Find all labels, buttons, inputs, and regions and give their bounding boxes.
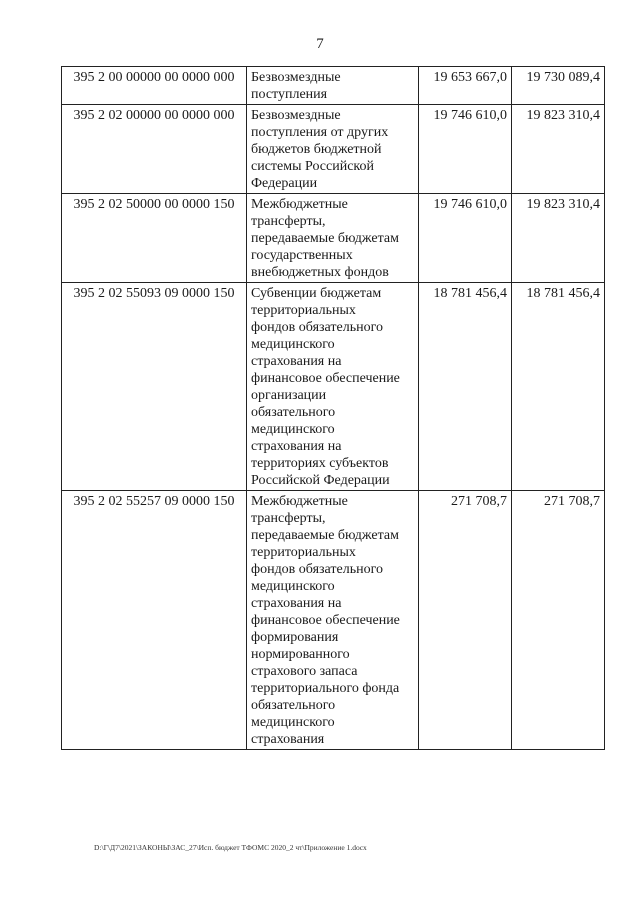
revenue-name-cell: Межбюджетные трансферты, передаваемые бюджетам государственных внебюджетных фондов: [247, 194, 419, 283]
amount-cell-1: 271 708,7: [419, 491, 512, 750]
table-row: [62, 283, 605, 491]
amount-cell-1: 19 746 610,0: [419, 105, 512, 194]
amount-cell-1: 19 653 667,0: [419, 67, 512, 105]
document-file-path: D:\Г\Д7\2021\ЗАКОНЫ\ЗАС_27\Исп. бюджет ТФОМС 2020_2 чт\Приложение 1.docx: [94, 843, 367, 852]
revenue-name-cell: Безвозмездные поступления: [247, 67, 419, 105]
revenue-name-cell: Безвозмездные поступления от других бюджетов бюджетной системы Российской Федерации: [247, 105, 419, 194]
amount-cell-2: 18 781 456,4: [512, 283, 605, 491]
budget-code-cell: 395 2 02 55257 09 0000 150: [62, 491, 247, 750]
budget-code-cell: 395 2 02 00000 00 0000 000: [62, 105, 247, 194]
amount-cell-2: 19 823 310,4: [512, 194, 605, 283]
revenue-name-cell: Межбюджетные трансферты, передаваемые бюджетам территориальных фондов обязательного медицинского страхования на финансовое обеспечение формирования нормированного страхового запаса территориального фонда обязательного медицинского страхования: [247, 491, 419, 750]
budget-code-cell: 395 2 02 55093 09 0000 150: [62, 283, 247, 491]
amount-cell-2: 271 708,7: [512, 491, 605, 750]
table-row: [62, 194, 605, 283]
amount-cell-1: 18 781 456,4: [419, 283, 512, 491]
budget-revenue-table: [61, 66, 605, 750]
page-number: 7: [316, 36, 324, 52]
amount-cell-2: 19 730 089,4: [512, 67, 605, 105]
table-row: [62, 491, 605, 750]
revenue-name-cell: Субвенции бюджетам территориальных фондов обязательного медицинского страхования на финансовое обеспечение организации обязательного медицинского страхования на территориях субъектов Российской Федерации: [247, 283, 419, 491]
table-row: [62, 67, 605, 105]
budget-code-cell: 395 2 00 00000 00 0000 000: [62, 67, 247, 105]
amount-cell-1: 19 746 610,0: [419, 194, 512, 283]
table-row: [62, 105, 605, 194]
amount-cell-2: 19 823 310,4: [512, 105, 605, 194]
budget-code-cell: 395 2 02 50000 00 0000 150: [62, 194, 247, 283]
